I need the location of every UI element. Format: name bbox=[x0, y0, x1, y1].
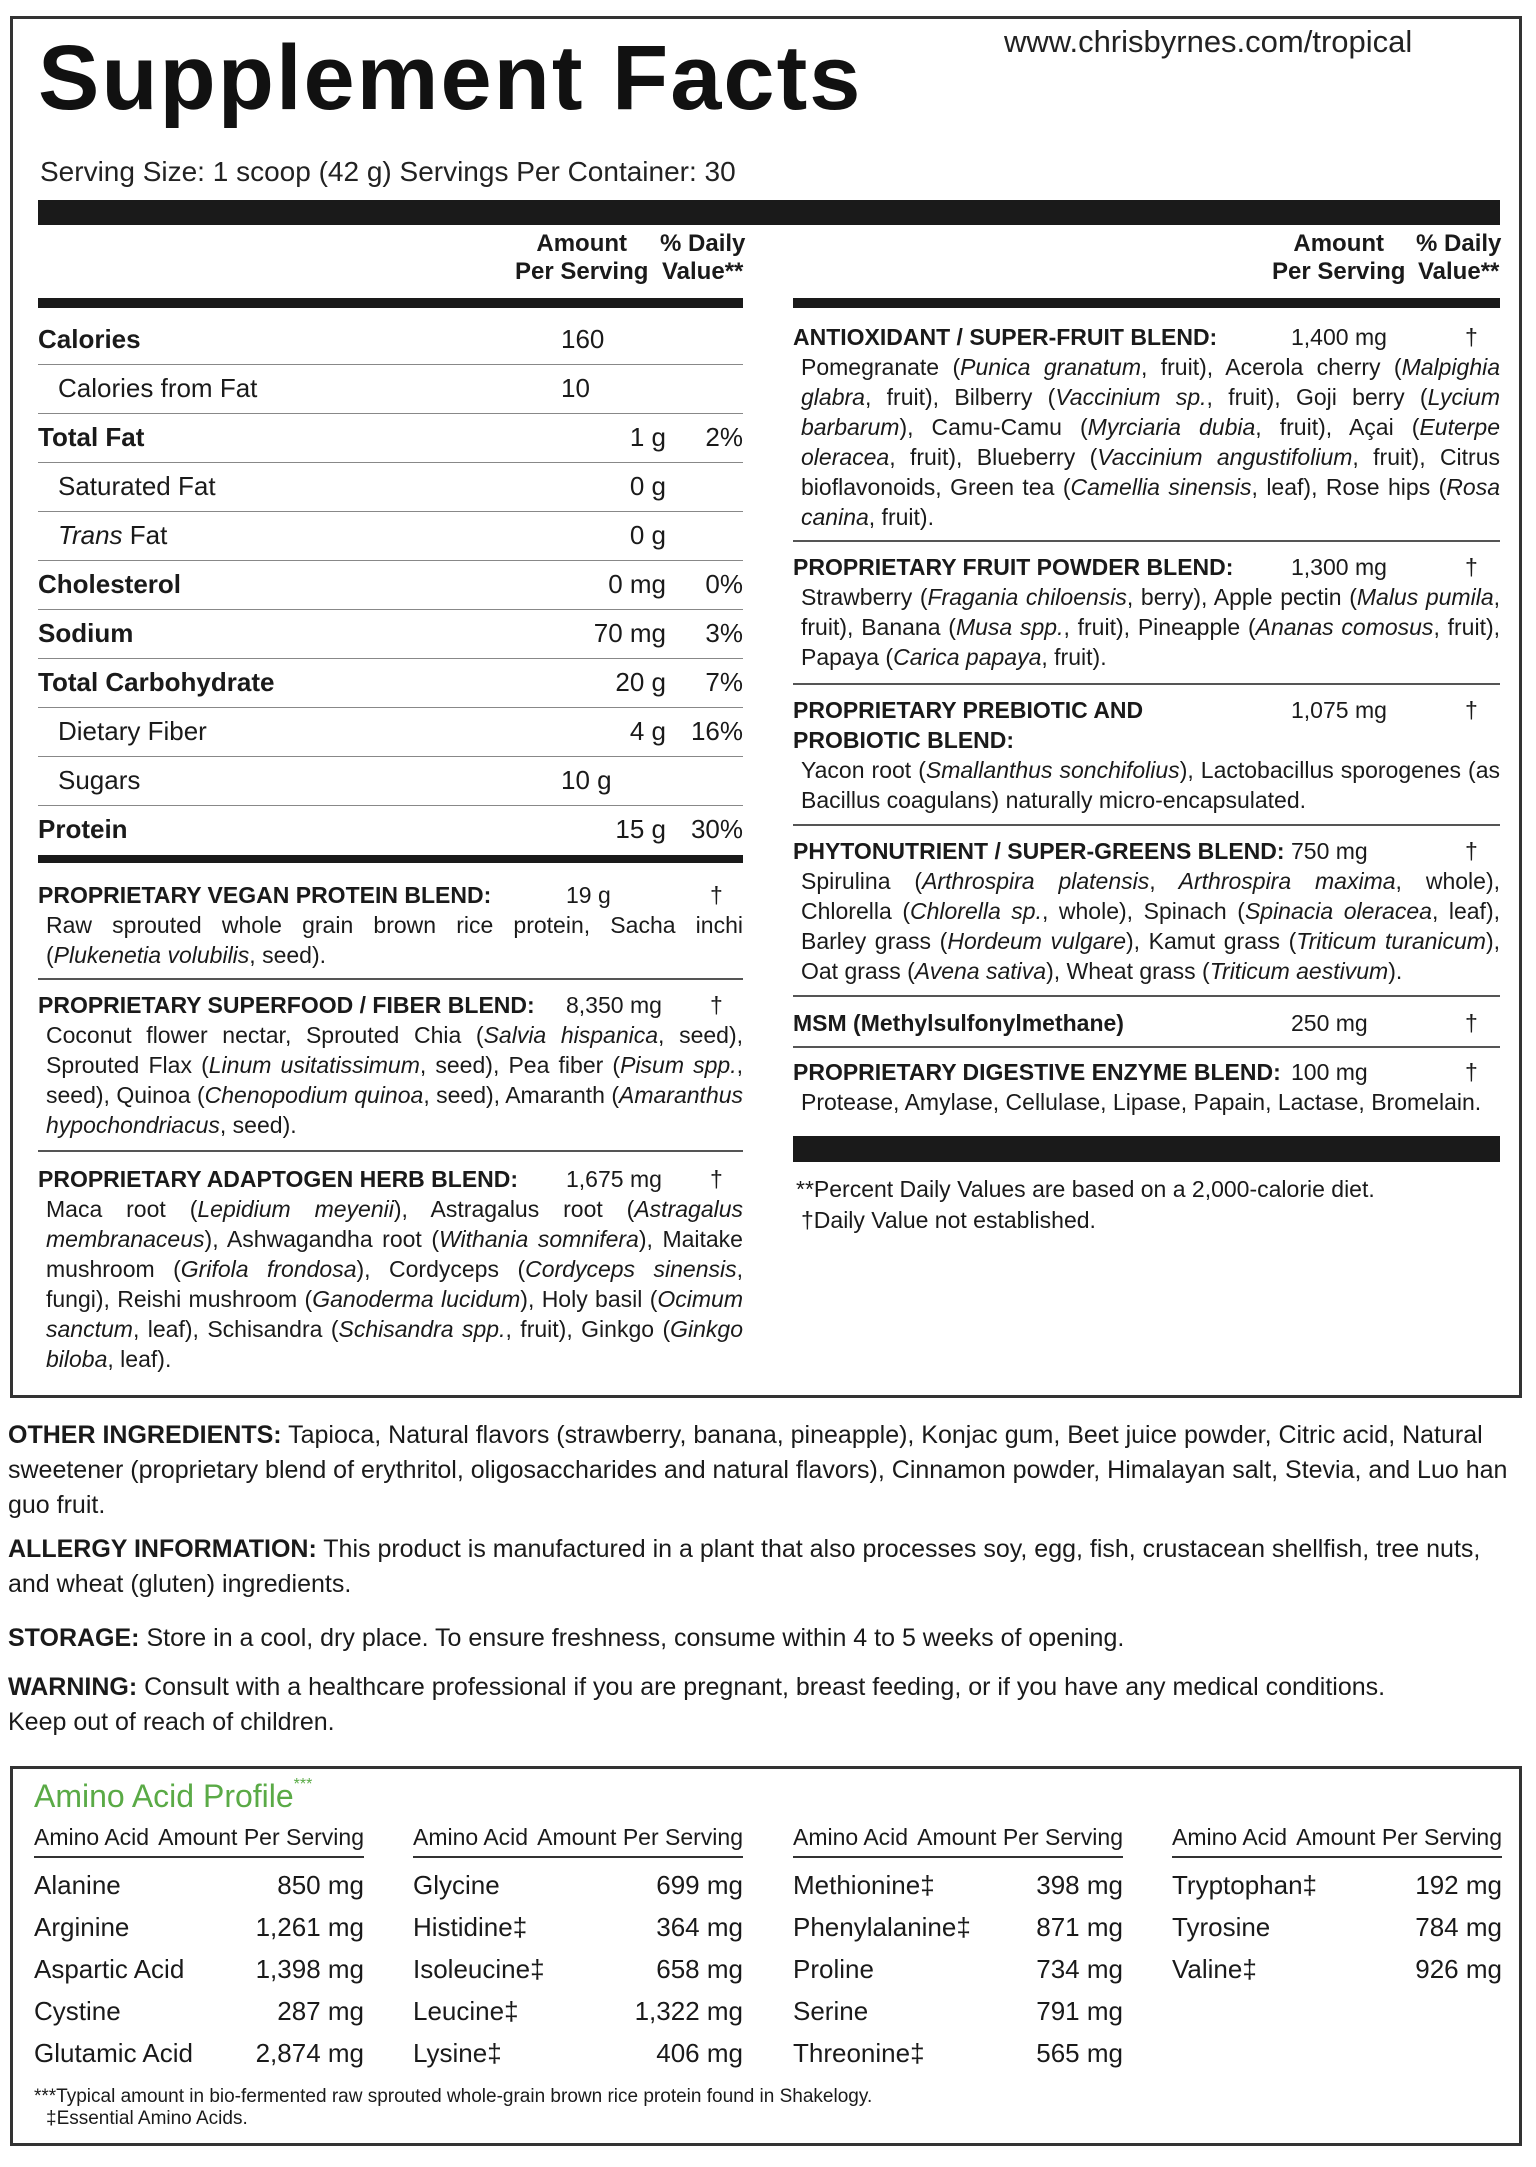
blend-description: Raw sprouted whole grain brown rice protein, Sacha inchi (Plukenetia volubilis, seed). bbox=[46, 912, 743, 968]
page-title: Supplement Facts bbox=[38, 27, 863, 129]
nutrient-daily-value: 0% bbox=[705, 569, 743, 599]
right-bottom-bar bbox=[793, 1136, 1500, 1162]
blend-divider bbox=[793, 995, 1500, 997]
nutrient-amount: 4 g bbox=[629, 716, 666, 746]
amino-column bbox=[413, 1820, 743, 2068]
amino-row bbox=[34, 2026, 364, 2068]
amino-name: Valine‡ bbox=[1172, 1954, 1257, 1984]
amino-row bbox=[1172, 1900, 1502, 1942]
amount-header-left: Amount Per Serving bbox=[515, 230, 649, 285]
blend-item bbox=[38, 1164, 743, 1374]
amino-amount: 406 mg bbox=[656, 2038, 743, 2068]
amino-row bbox=[34, 1984, 364, 2026]
amino-row bbox=[34, 1858, 364, 1900]
amount-header-right: Amount Per Serving bbox=[1272, 230, 1406, 285]
nutrient-row bbox=[38, 659, 743, 708]
footnote-dagger: †Daily Value not established. bbox=[801, 1207, 1096, 1233]
blend-name: PROPRIETARY FRUIT POWDER BLEND: bbox=[793, 554, 1234, 580]
blend-name-continued: PROBIOTIC BLEND: bbox=[793, 727, 1015, 753]
amino-row bbox=[413, 2026, 743, 2068]
amino-name: Glycine bbox=[413, 1870, 500, 1900]
blend-header bbox=[793, 1057, 1500, 1087]
nutrient-row bbox=[38, 316, 743, 365]
blend-header bbox=[38, 880, 743, 910]
amino-name: Serine bbox=[793, 1996, 869, 2026]
nutrient-amount: 0 g bbox=[629, 471, 666, 501]
amino-amount: 1,261 mg bbox=[255, 1912, 364, 1942]
storage-information: STORAGE: Store in a cool, dry place. To ensure freshness, consume within 4 to 5 weeks of opening. bbox=[8, 1624, 1125, 1652]
nutrient-name: Saturated Fat bbox=[58, 471, 216, 501]
right-header-bar bbox=[793, 298, 1500, 308]
warning-information: WARNING: Consult with a healthcare professional if you are pregnant, breast feeding, or if you have any medical conditions. Keep out of reach of children. bbox=[8, 1673, 1386, 1736]
nutrient-row bbox=[38, 806, 743, 855]
blend-item bbox=[793, 552, 1500, 672]
blend-divider bbox=[793, 683, 1500, 685]
amino-name: Tryptophan‡ bbox=[1172, 1870, 1318, 1900]
dagger-mark: † bbox=[710, 882, 723, 908]
nutrient-name: Total Carbohydrate bbox=[38, 667, 275, 697]
blend-item bbox=[38, 990, 743, 1140]
amino-name: Arginine bbox=[34, 1912, 130, 1942]
nutrient-name: Dietary Fiber bbox=[58, 716, 207, 746]
footnotes bbox=[796, 1174, 1375, 1236]
amino-amount: 398 mg bbox=[1036, 1870, 1123, 1900]
amino-column bbox=[1172, 1820, 1502, 1984]
blend-item bbox=[793, 1008, 1500, 1038]
amino-row bbox=[34, 1942, 364, 1984]
blend-name: PROPRIETARY VEGAN PROTEIN BLEND: bbox=[38, 882, 492, 908]
amino-header-amount: Amount Per Serving bbox=[1296, 1824, 1502, 1850]
blend-divider bbox=[793, 540, 1500, 542]
amino-amount: 192 mg bbox=[1415, 1870, 1502, 1900]
amino-amount: 734 mg bbox=[1036, 1954, 1123, 1984]
blend-item bbox=[793, 322, 1500, 532]
amino-amount: 287 mg bbox=[277, 1996, 364, 2026]
blend-header bbox=[793, 836, 1500, 866]
nutrient-daily-value: 30% bbox=[690, 814, 743, 844]
blend-amount: 1,400 mg bbox=[1291, 324, 1387, 350]
amino-header-name: Amino Acid bbox=[34, 1824, 150, 1850]
nutrient-name: Calories bbox=[38, 324, 141, 354]
amino-row bbox=[793, 1858, 1123, 1900]
nutrient-amount: 70 mg bbox=[593, 618, 666, 648]
amino-name: Isoleucine‡ bbox=[413, 1954, 545, 1984]
blend-amount: 250 mg bbox=[1291, 1010, 1368, 1036]
blend-name: MSM (Methylsulfonylmethane) bbox=[793, 1010, 1124, 1036]
amino-name: Cystine bbox=[34, 1996, 121, 2026]
amino-row bbox=[793, 2026, 1123, 2068]
dv-header-left: % Daily Value** bbox=[660, 230, 746, 285]
blend-item bbox=[793, 695, 1500, 815]
website-url: www.chrisbyrnes.com/tropical bbox=[1004, 24, 1413, 59]
amino-row bbox=[34, 1900, 364, 1942]
allergy-information: ALLERGY INFORMATION: This product is manufactured in a plant that also processes soy, egg, fish, crustacean shellfish, tree nuts, and wheat (gluten) ingredients. bbox=[8, 1535, 1481, 1598]
blend-item bbox=[793, 1057, 1500, 1117]
top-divider-bar bbox=[38, 200, 1500, 225]
dagger-mark: † bbox=[1465, 554, 1478, 580]
amino-header-amount: Amount Per Serving bbox=[917, 1824, 1123, 1850]
amino-column-header bbox=[413, 1820, 743, 1858]
amino-amount: 1,322 mg bbox=[634, 1996, 743, 2026]
left-header-bar bbox=[38, 298, 743, 308]
blend-header bbox=[793, 552, 1500, 582]
amino-amount: 871 mg bbox=[1036, 1912, 1123, 1942]
blend-description: Maca root (Lepidium meyenii), Astragalus root (Astragalus membranaceus), Ashwagandha root (Withania somnifera), Maitake mushroom (Grifola frondosa), Cordyceps (Cordyceps sinensis, fungi), Reishi mushroom (Ganoderma lucidum), Holy basil (Ocimum sanctum, leaf), Schisandra (Schisandra spp., fruit), Ginkgo (Ginkgo biloba, leaf). bbox=[46, 1196, 744, 1372]
blend-amount: 1,300 mg bbox=[1291, 554, 1387, 580]
blend-description: Protease, Amylase, Cellulase, Lipase, Papain, Lactase, Bromelain. bbox=[801, 1089, 1482, 1115]
blend-header bbox=[793, 695, 1500, 725]
nutrient-daily-value: 7% bbox=[705, 667, 743, 697]
amino-name: Phenylalanine‡ bbox=[793, 1912, 971, 1942]
nutrient-row bbox=[38, 610, 743, 659]
amino-row bbox=[1172, 1942, 1502, 1984]
blend-description: Pomegranate (Punica granatum, fruit), Acerola cherry (Malpighia glabra, fruit), Bilberry (Vaccinium sp., fruit), Goji berry (Lycium barbarum), Camu-Camu (Myrciaria dubia, fruit), Açai (Euterpe oleracea, fruit), Blueberry (Vaccinium angustifolium, fruit), Citrus bioflavonoids, Green tea (Camellia sinensis, leaf), Rose hips (Rosa canina, fruit). bbox=[801, 354, 1501, 530]
dagger-mark: † bbox=[710, 992, 723, 1018]
nutrient-amount: 15 g bbox=[615, 814, 666, 844]
amino-column-header bbox=[793, 1820, 1123, 1858]
blend-name: PHYTONUTRIENT / SUPER-GREENS BLEND: bbox=[793, 838, 1285, 864]
dagger-mark: † bbox=[1465, 1059, 1478, 1085]
amino-amount: 791 mg bbox=[1036, 1996, 1123, 2026]
amino-row bbox=[793, 1900, 1123, 1942]
nutrient-name: Cholesterol bbox=[38, 569, 182, 599]
amino-note-essential: ‡Essential Amino Acids. bbox=[46, 2108, 248, 2129]
amino-column bbox=[793, 1820, 1123, 2068]
nutrient-daily-value: 2% bbox=[705, 422, 743, 452]
amino-row bbox=[413, 1984, 743, 2026]
amino-row bbox=[413, 1858, 743, 1900]
blend-name: PROPRIETARY PREBIOTIC AND bbox=[793, 697, 1144, 723]
amino-row bbox=[413, 1942, 743, 1984]
blend-divider bbox=[793, 824, 1500, 826]
nutrient-row bbox=[38, 708, 743, 757]
amino-amount: 699 mg bbox=[656, 1870, 743, 1900]
amino-acid-notes bbox=[34, 2086, 872, 2130]
blend-description: Coconut flower nectar, Sprouted Chia (Salvia hispanica, seed), Sprouted Flax (Linum usitatissimum, seed), Pea fiber (Pisum spp., seed), Quinoa (Chenopodium quinoa, seed), Amaranth (Amaranthus hypochondriacus, seed). bbox=[46, 1022, 744, 1138]
blend-amount: 8,350 mg bbox=[566, 992, 662, 1018]
amino-amount: 784 mg bbox=[1415, 1912, 1502, 1942]
amino-amount: 1,398 mg bbox=[255, 1954, 364, 1984]
serving-info: Serving Size: 1 scoop (42 g) Servings Per Container: 30 bbox=[40, 156, 736, 187]
blend-divider bbox=[38, 1150, 743, 1152]
nutrient-name: Sugars bbox=[58, 765, 141, 795]
amino-row bbox=[793, 1942, 1123, 1984]
amino-amount: 850 mg bbox=[277, 1870, 364, 1900]
nutrient-amount: 10 g bbox=[561, 765, 612, 795]
dagger-mark: † bbox=[710, 1166, 723, 1192]
blend-header bbox=[38, 1164, 743, 1194]
amino-column-header bbox=[34, 1820, 364, 1858]
amino-row bbox=[1172, 1858, 1502, 1900]
nutrient-row bbox=[38, 463, 743, 512]
nutrient-amount: 160 bbox=[561, 324, 605, 354]
nutrient-row bbox=[38, 757, 743, 806]
nutrient-row bbox=[38, 512, 743, 561]
nutrient-amount: 10 bbox=[561, 373, 590, 403]
amino-name: Alanine bbox=[34, 1870, 121, 1900]
amino-amount: 364 mg bbox=[656, 1912, 743, 1942]
amino-name: Threonine‡ bbox=[793, 2038, 925, 2068]
dagger-mark: † bbox=[1465, 697, 1478, 723]
blend-name: PROPRIETARY DIGESTIVE ENZYME BLEND: bbox=[793, 1059, 1281, 1085]
dagger-mark: † bbox=[1465, 838, 1478, 864]
blend-description: Strawberry (Fragania chiloensis, berry), Apple pectin (Malus pumila, fruit), Banana (Musa spp., fruit), Pineapple (Ananas comosus, fruit), Papaya (Carica papaya, fruit). bbox=[801, 584, 1501, 670]
blend-divider bbox=[38, 978, 743, 980]
amino-name: Tyrosine bbox=[1172, 1912, 1271, 1942]
nutrient-amount: 1 g bbox=[629, 422, 666, 452]
blend-description: Yacon root (Smallanthus sonchifolius), Lactobacillus sporogenes (as Bacillus coagulans) naturally micro-encapsulated. bbox=[801, 757, 1501, 813]
blend-amount: 1,075 mg bbox=[1291, 697, 1387, 723]
amino-amount: 565 mg bbox=[1036, 2038, 1123, 2068]
blend-amount: 750 mg bbox=[1291, 838, 1368, 864]
blend-header bbox=[793, 322, 1500, 352]
amino-name: Methionine‡ bbox=[793, 1870, 935, 1900]
dagger-mark: † bbox=[1465, 1010, 1478, 1036]
nutrient-daily-value: 3% bbox=[705, 618, 743, 648]
blend-name: ANTIOXIDANT / SUPER-FRUIT BLEND: bbox=[793, 324, 1218, 350]
blend-amount: 1,675 mg bbox=[566, 1166, 662, 1192]
amino-header-name: Amino Acid bbox=[1172, 1824, 1288, 1850]
blend-header bbox=[793, 1008, 1500, 1038]
amino-row bbox=[413, 1900, 743, 1942]
amino-header-amount: Amount Per Serving bbox=[158, 1824, 364, 1850]
amino-note-typical: ***Typical amount in bio-fermented raw sprouted whole-grain brown rice protein found in Shakelogy. bbox=[34, 2086, 873, 2107]
amino-acid-title: Amino Acid Profile*** bbox=[34, 1776, 313, 1814]
blend-item bbox=[38, 880, 743, 970]
nutrient-row bbox=[38, 414, 743, 463]
amino-amount: 658 mg bbox=[656, 1954, 743, 1984]
footnote-daily-values: **Percent Daily Values are based on a 2,000-calorie diet. bbox=[796, 1176, 1375, 1202]
amino-name: Aspartic Acid bbox=[34, 1954, 185, 1984]
nutrient-name: Sodium bbox=[38, 618, 134, 648]
amino-name: Lysine‡ bbox=[413, 2038, 502, 2068]
nutrient-name: Calories from Fat bbox=[58, 373, 258, 403]
nutrient-name: Protein bbox=[38, 814, 128, 844]
nutrient-amount: 0 mg bbox=[608, 569, 666, 599]
blend-item bbox=[793, 836, 1500, 986]
amino-row bbox=[793, 1984, 1123, 2026]
nutrient-name: Trans Fat bbox=[58, 520, 168, 550]
nutrient-row bbox=[38, 365, 743, 414]
blend-amount: 19 g bbox=[566, 882, 611, 908]
amino-amount: 926 mg bbox=[1415, 1954, 1502, 1984]
other-ingredients: OTHER INGREDIENTS: Tapioca, Natural flavors (strawberry, banana, pineapple), Konjac gum, Beet juice powder, Citric acid, Natural sweetener (proprietary blend of erythritol, oligosaccharides and natural flavors), Cinnamon powder, Himalayan salt, Stevia, and Luo han guo fruit. bbox=[8, 1421, 1508, 1519]
dv-header-right: % Daily Value** bbox=[1416, 230, 1502, 285]
nutrient-daily-value: 16% bbox=[690, 716, 743, 746]
amino-header-amount: Amount Per Serving bbox=[537, 1824, 743, 1850]
blend-amount: 100 mg bbox=[1291, 1059, 1368, 1085]
amino-column-header bbox=[1172, 1820, 1502, 1858]
amino-name: Glutamic Acid bbox=[34, 2038, 193, 2068]
nutrient-name: Total Fat bbox=[38, 422, 145, 452]
amino-name: Histidine‡ bbox=[413, 1912, 528, 1942]
dagger-mark: † bbox=[1465, 324, 1478, 350]
blend-divider bbox=[793, 1046, 1500, 1048]
blend-header bbox=[38, 990, 743, 1020]
amino-name: Proline bbox=[793, 1954, 874, 1984]
nutrient-amount: 20 g bbox=[615, 667, 666, 697]
blend-name: PROPRIETARY SUPERFOOD / FIBER BLEND: bbox=[38, 992, 535, 1018]
amino-amount: 2,874 mg bbox=[255, 2038, 364, 2068]
amino-column bbox=[34, 1820, 364, 2068]
nutrient-amount: 0 g bbox=[629, 520, 666, 550]
amino-header-name: Amino Acid bbox=[413, 1824, 529, 1850]
protein-bottom-bar bbox=[38, 855, 743, 863]
nutrient-row bbox=[38, 561, 743, 610]
amino-name: Leucine‡ bbox=[413, 1996, 519, 2026]
amino-header-name: Amino Acid bbox=[793, 1824, 909, 1850]
blend-name: PROPRIETARY ADAPTOGEN HERB BLEND: bbox=[38, 1166, 519, 1192]
blend-description: Spirulina (Arthrospira platensis, Arthrospira maxima, whole), Chlorella (Chlorella sp., whole), Spinach (Spinacia oleracea, leaf), Barley grass (Hordeum vulgare), Kamut grass (Triticum turanicum), Oat grass (Avena sativa), Wheat grass (Triticum aestivum). bbox=[801, 868, 1501, 984]
